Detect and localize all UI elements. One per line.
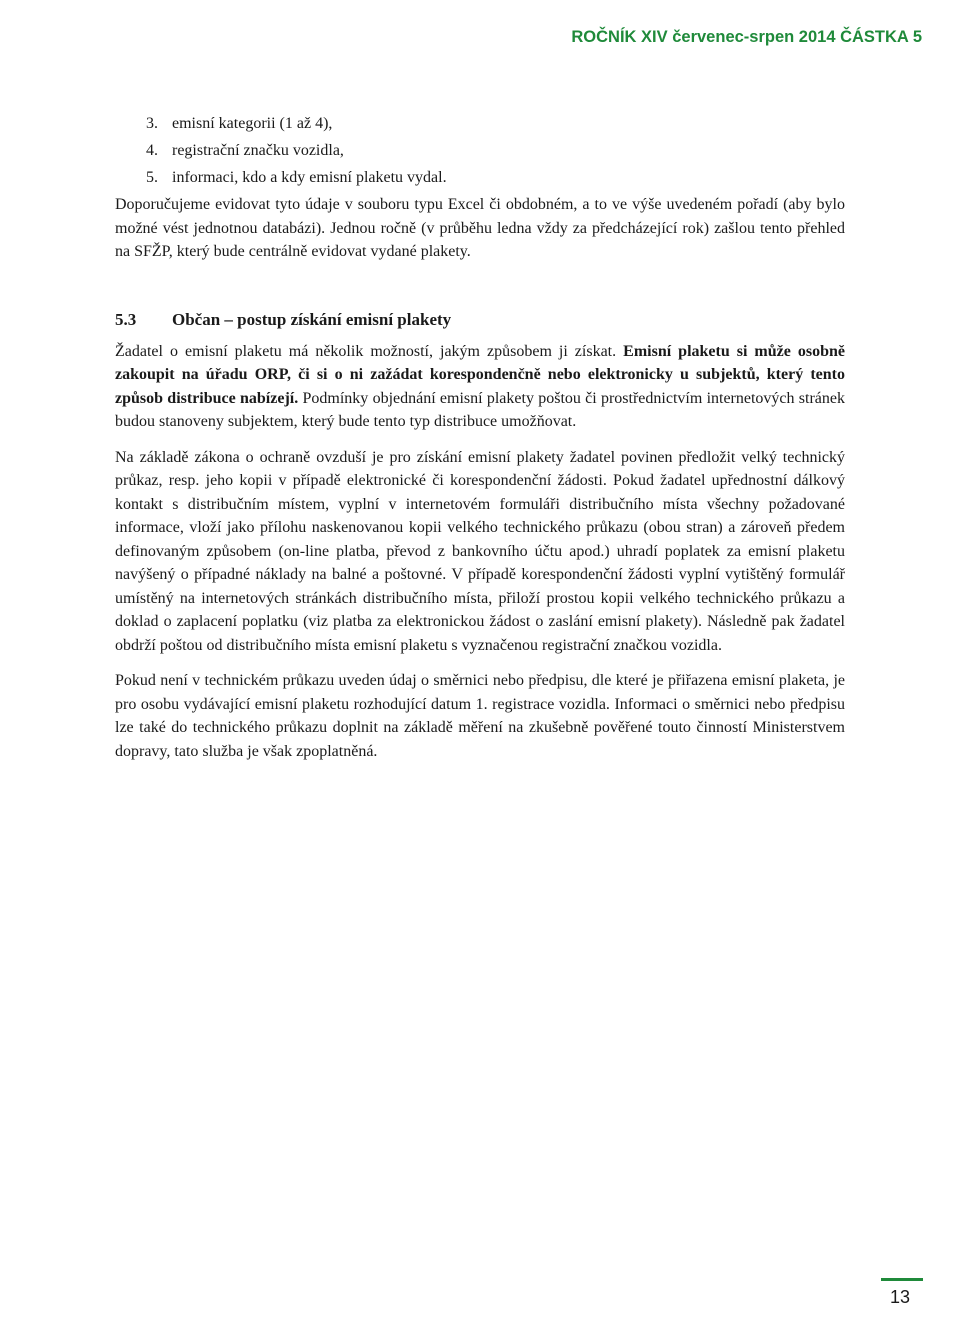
list-item-number: 3. [146,115,158,132]
paragraph-obtaining-options [115,340,845,434]
document-body [115,112,845,763]
paragraph-database-recommendation: Doporučujeme evidovat tyto údaje v souboru typu Excel či obdobném, a to ve výše uvedeném pořadí (aby bylo možné vést jednotnou databázi). Jednou ročně (v průběhu ledna vždy za předcházející rok) zašlou tento přehled na SFŽP, který bude centrálně evidovat vydané plakety. [115,196,845,260]
paragraph-text: Podmínky objednání emisní plakety poštou či prostřednictvím internetových stránek budou stanoveny subjektem, který bude tento typ distribuce umožňovat. [115,389,846,430]
section-number: 5.3 [115,309,137,329]
list-item-number: 4. [146,142,158,159]
page-header-title: ROČNÍK XIV červenec-srpen 2014 ČÁSTKA 5 [571,28,922,46]
list-item-number: 5. [146,169,158,186]
paragraph-legal-requirements: Na základě zákona o ochraně ovzduší je pro získání emisní plakety žadatel povinen předložit velký technický průkaz, resp. jeho kopii v případě elektronické či korespondenční žádosti. Pokud žadatel upřednostní dálkový kontakt s distribučním místem, vyplní v internetovém formuláři distribučního místa všechny požadované informace, vloží jako přílohu naskenovanou kopii velkého technického průkazu (obou stran) a zároveň předem definovaným způsobem (on-line platba, převod z bankovního účtu apod.) uhradí poplatek za emisní plaketu navýšený o případné náklady na balné a poštovné. V případě korespondenční žádosti vyplní vytištěný formulář umístěný na internetových stránkách distribučního místa, přiloží prostou kopii velkého technického průkazu a doklad o zaplacení poplatku (viz platba za elektronickou žádost o zaslání emisní plakety). Následně pak žadatel obdrží poštou od distribučního místa emisní plaketu s vyznačenou registrační značkou vozidla. [115,448,845,654]
list-item-text: informaci, kdo a kdy emisní plaketu vydal. [172,169,447,186]
list-item-text: emisní kategorii (1 až 4), [172,115,333,132]
section-heading [115,308,845,332]
numbered-list [115,112,845,193]
paragraph-bold-text: Emisní plaketu si může osobně zakoupit na úřadu ORP, či si o ni zažádat korespondenčně nebo elektronicky u subjektů, který tento způsob distribuce nabízejí. [115,342,845,407]
section-title: Občan – postup získání emisní plakety [172,309,452,329]
paragraph-text: Žadatel o emisní plaketu má několik možností, jakým způsobem ji získat. [115,342,624,360]
list-item [115,139,845,166]
list-item [115,166,845,193]
page-number: 13 [889,1287,911,1307]
list-item-text: registrační značku vozidla, [172,142,344,159]
footer-accent-bar [881,1278,923,1281]
paragraph-technical-certificate: Pokud není v technickém průkazu uveden údaj o směrnici nebo předpisu, dle které je přiřazena emisní plaketa, je pro osobu vydávající emisní plaketu rozhodující datum 1. registrace vozidla. Informaci o směrnici nebo předpisu lze také do technického průkazu doplnit na základě měření na zkušebně pověřené touto činností Ministerstvem dopravy, tato služba je však zpoplatněná. [115,672,845,760]
list-item [115,112,845,139]
